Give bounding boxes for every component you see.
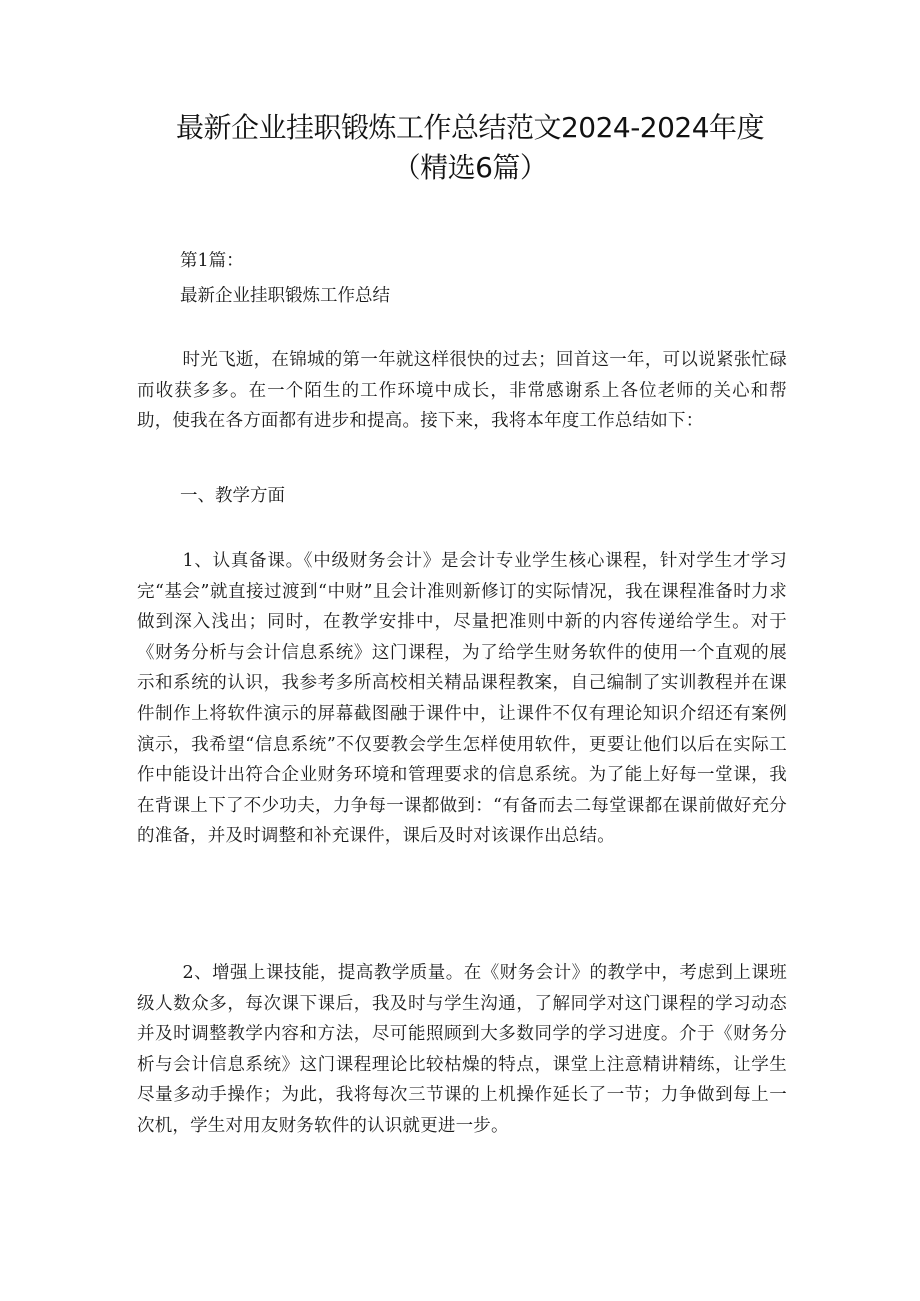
section-heading: 一、教学方面 xyxy=(180,486,285,506)
document-title: 最新企业挂职锻炼工作总结范文2024-2024年度（精选6篇） xyxy=(175,111,765,184)
chapter-label: 第1篇： xyxy=(180,251,244,271)
item-1-paragraph xyxy=(137,546,787,852)
intro-text: 时光飞逝，在锦城的第一年就这样很快的过去；回首这一年，可以说紧张忙碌而收获多多。在一个陌生的工作环境中成长，非常感谢系上各位老师的关心和帮助，使我在各方面都有进步和提高。接下来，我将本年度工作总结如下： xyxy=(137,350,787,432)
intro-paragraph xyxy=(137,345,787,437)
item-1-text: 1、认真备课。《中级财务会计》是会计专业学生核心课程，针对学生才学习完“基会”就直接过渡到“中财”且会计准则新修订的实际情况，我在课程准备时力求做到深入浅出；同时，在教学安排中，尽量把准则中新的内容传递给学生。对于《财务分析与会计信息系统》这门课程，为了给学生财务软件的使用一个直观的展示和系统的认识，我参考多所高校相关精品课程教案，自己编制了实训教程并在课件制作上将软件演示的屏幕截图融于课件中，让课件不仅有理论知识介绍还有案例演示，我希望“信息系统”不仅要教会学生怎样使用软件，更要让他们以后在实际工作中能设计出符合企业财务环境和管理要求的信息系统。为了能上好每一堂课，我在背课上下了不少功夫，力争每一课都做到：“有备而去二每堂课都在课前做好充分的准备，并及时调整和补充课件，课后及时对该课作出总结。 xyxy=(137,551,787,847)
item-2-text: 2、增强上课技能，提高教学质量。在《财务会计》的教学中，考虑到上课班级人数众多，每次课下课后，我及时与学生沟通，了解同学对这门课程的学习动态并及时调整教学内容和方法，尽可能照顾到大多数同学的学习进度。介于《财务分析与会计信息系统》这门课程理论比较枯燥的特点，课堂上注意精讲精练，让学生尽量多动手操作；为此，我将每次三节课的上机操作延长了一节；力争做到每上一次机，学生对用友财务软件的认识就更进一步。 xyxy=(137,963,787,1136)
item-2-paragraph xyxy=(137,958,787,1142)
chapter-title: 最新企业挂职锻炼工作总结 xyxy=(180,286,390,306)
